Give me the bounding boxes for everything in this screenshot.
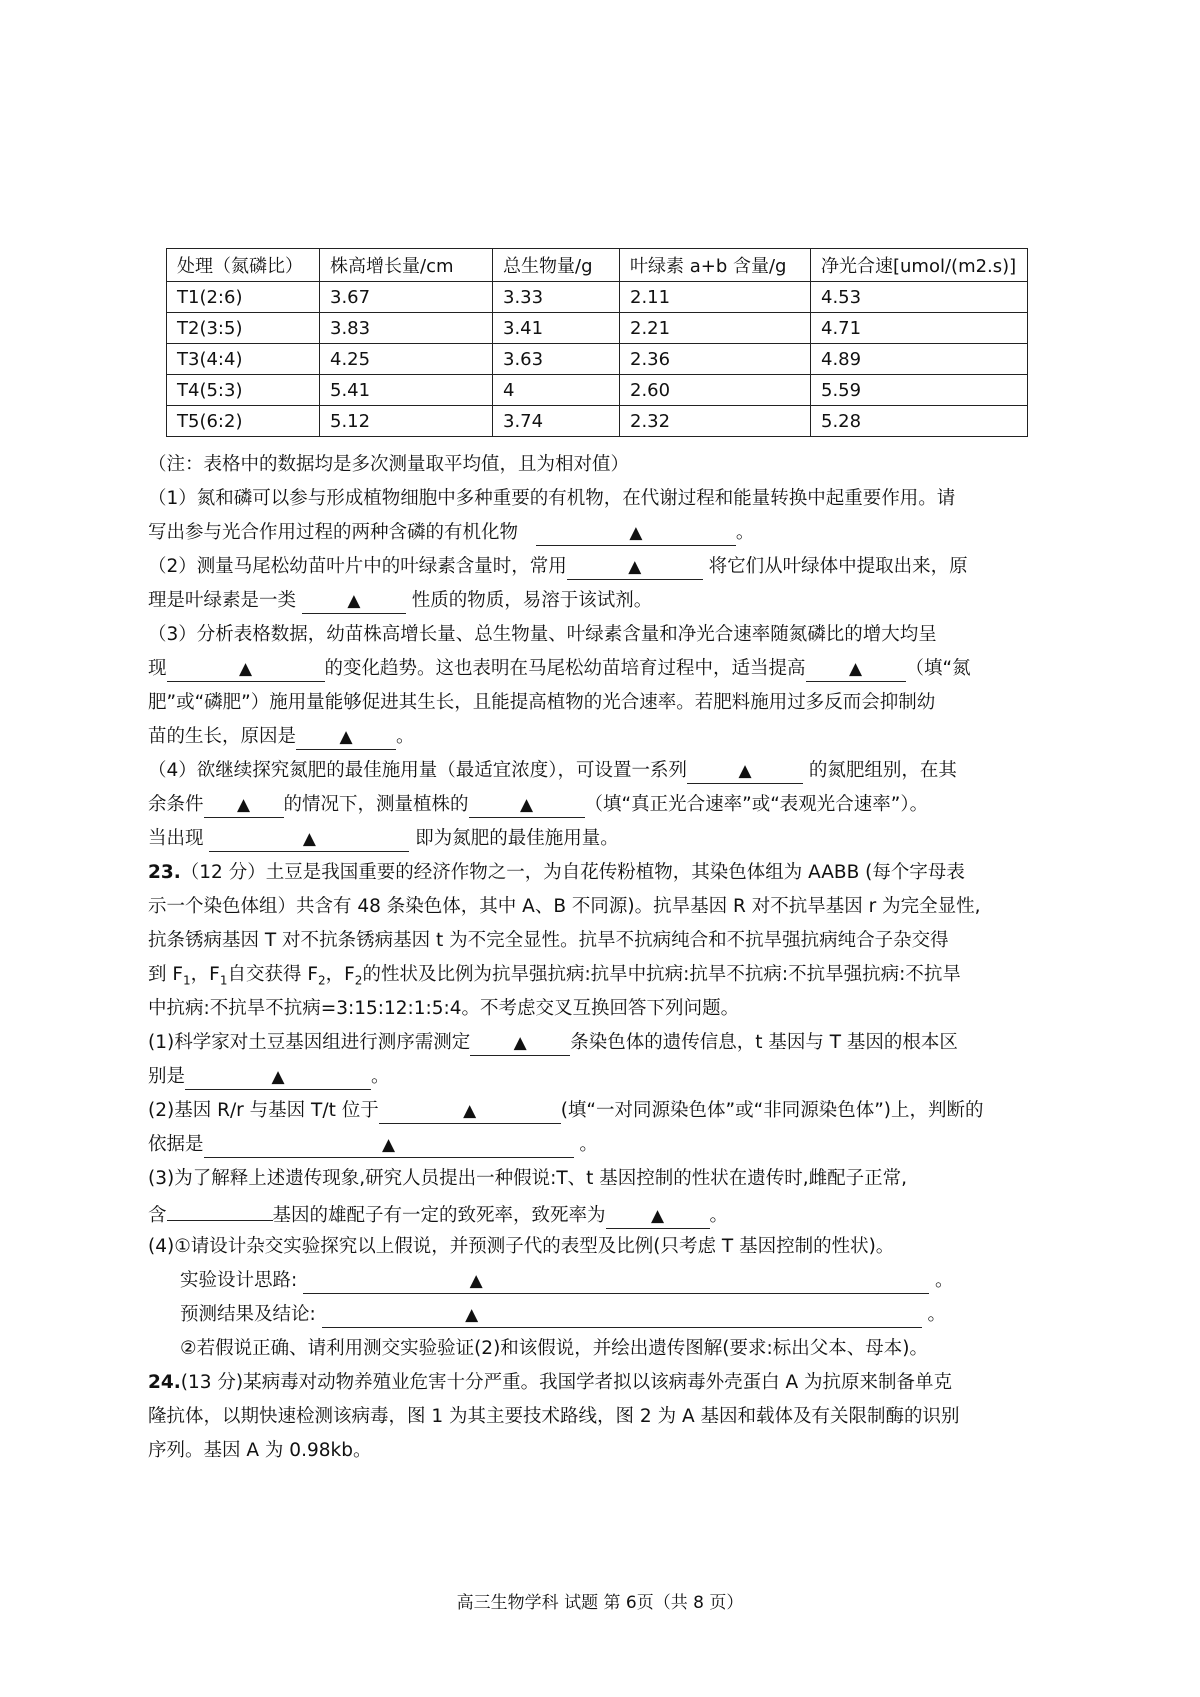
question-number: 23. [148,862,181,883]
text: 将它们从叶绿体中提取出来，原 [708,556,968,577]
triangle-icon: ▲ [347,591,361,611]
table-cell: 3.41 [493,313,620,344]
answer-blank[interactable] [379,1099,561,1124]
table-cell: 4.89 [811,344,1028,375]
answer-blank[interactable] [204,1133,574,1158]
page-footer: 高三生物学科 试题 第 6页（共 8 页） [456,1593,744,1613]
subscript: 1 [219,973,228,988]
subscript: 2 [318,973,326,988]
table-cell: T3(4:4) [167,344,320,375]
answer-blank[interactable] [806,657,906,682]
table-cell: 5.28 [811,406,1028,437]
answer-blank[interactable] [687,759,803,784]
table-cell: 2.60 [620,375,811,406]
text: 条染色体的遗传信息，t 基因与 T 基因的根本区 [570,1032,958,1053]
text: 别是 [148,1066,186,1087]
q23-part4-prediction [180,1298,1110,1332]
col-treatment-header: 处理（氮磷比） [167,249,320,282]
answer-blank[interactable] [470,1031,570,1056]
text: ，F [190,964,220,985]
q22-part4-line3 [148,822,1078,856]
table-row [167,282,1028,313]
table-cell: 3.63 [493,344,620,375]
table-cell: 2.36 [620,344,811,375]
text: 当出现 [148,828,204,849]
answer-blank[interactable] [303,1269,929,1294]
q22-part4-line1 [148,754,1078,788]
answer-blank[interactable] [302,589,406,614]
triangle-icon: ▲ [381,1135,396,1155]
text: 。 [579,1134,598,1155]
q22-part3-line1: （3）分析表格数据，幼苗株高增长量、总生物量、叶绿素含量和净光合速率随氮磷比的增大均呈 [148,624,937,645]
text: (填“一对同源染色体”或“非同源染色体”)上，判断的 [560,1100,984,1121]
q24-stem-line2: 隆抗体，以期快速检测该病毒，图 1 为其主要技术路线，图 2 为 A 基因和载体及有关限制酶的识别 [148,1406,960,1427]
question-number: 24. [148,1372,181,1393]
triangle-icon: ▲ [465,1305,479,1325]
q23-part4-design [180,1264,1110,1298]
text: 即为氮肥的最佳施用量。 [415,828,619,849]
triangle-icon: ▲ [302,829,316,849]
q22-part2-line1 [148,550,1078,584]
text: (13 分)某病毒对动物养殖业危害十分严重。我国学者拟以该病毒外壳蛋白 A 为抗原来制备单克 [180,1372,953,1393]
col-height-header: 株高增长量/cm [320,249,493,282]
text: 的变化趋势。这也表明在马尾松幼苗培育过程中，适当提高 [324,658,806,679]
answer-blank[interactable] [536,521,736,546]
text: 写出参与光合作用过程的两种含磷的有机化物 [148,522,519,543]
triangle-icon: ▲ [339,727,353,747]
table-cell: 3.67 [320,282,493,313]
answer-blank[interactable] [185,1065,371,1090]
q23-stem-line2: 示一个染色体组）共含有 48 条染色体，其中 A、B 不同源)。抗旱基因 R 对不抗旱基因 r 为完全显性, [148,896,981,917]
nitrogen-phosphorus-table [166,248,1028,437]
text: ，F [325,964,355,985]
triangle-icon: ▲ [629,523,643,543]
table-cell: 4.53 [811,282,1028,313]
answer-blank[interactable] [322,1303,922,1328]
text: 基因的雄配子有一定的致死率，致死率为 [272,1205,606,1226]
text: 。 [935,1270,954,1291]
triangle-icon: ▲ [628,557,642,577]
table-cell: T2(3:5) [167,313,320,344]
table-cell: 2.32 [620,406,811,437]
subscript: 1 [183,973,191,988]
text: 依据是 [148,1134,204,1155]
q22-part3-line2 [148,652,1078,686]
text: 自交获得 F [227,964,318,985]
table-cell: 3.74 [493,406,620,437]
triangle-icon: ▲ [513,1033,527,1053]
q24-stem-line1 [148,1366,1078,1400]
text: （填“氮 [905,658,971,679]
table-cell: 4 [493,375,620,406]
text: (2)基因 R/r 与基因 T/t 位于 [148,1100,379,1121]
answer-blank[interactable] [209,827,409,852]
text: （填“真正光合速率”或“表观光合速率”）。 [584,794,929,815]
text: （12 分）土豆是我国重要的经济作物之一，为自花传粉植物，其染色体组为 AABB (每个字母表 [180,862,965,883]
table-cell: 5.59 [811,375,1028,406]
table-cell: 4.25 [320,344,493,375]
q23-part2-line2 [148,1128,1078,1162]
text: 苗的生长，原因是 [148,726,297,747]
answer-blank[interactable] [606,1204,710,1229]
answer-blank[interactable] [567,555,703,580]
col-chlorophyll-header: 叶绿素 a+b 含量/g [620,249,811,282]
text: 预测结果及结论: [180,1304,316,1325]
q23-part4-line1: (4)①请设计杂交实验探究以上假说，并预测子代的表型及比例(只考虑 T 基因控制的性状)。 [148,1236,895,1257]
table-cell: T4(5:3) [167,375,320,406]
q22-part1-line2 [148,516,1078,550]
q23-part1-line2 [148,1060,1078,1094]
q23-stem-line3: 抗条锈病基因 T 对不抗条锈病基因 t 为不完全显性。抗旱不抗病纯合和不抗旱强抗病纯合子杂交得 [148,930,949,951]
text: 现 [148,658,167,679]
table-cell: 2.21 [620,313,811,344]
text: 的性状及比例为抗旱强抗病:抗旱中抗病:抗旱不抗病:不抗旱强抗病:不抗旱 [362,964,961,985]
table-cell: 5.12 [320,406,493,437]
text: 的情况下，测量植株的 [283,794,469,815]
text: 的氮肥组别，在其 [808,760,957,781]
text: 。 [709,1205,729,1226]
q22-part3-line3: 肥”或“磷肥”）施用量能够促进其生长，且能提高植物的光合速率。若肥料施用过多反而会抑制幼 [148,692,936,713]
text: 。 [371,1066,390,1087]
triangle-icon: ▲ [848,659,863,679]
table-cell: T5(6:2) [167,406,320,437]
q23-part4-testcross: ②若假说正确、请利用测交实验验证(2)和该假说，并绘出遗传图解(要求:标出父本、母本)。 [180,1338,928,1359]
q23-stem-line1 [148,856,1078,890]
triangle-icon: ▲ [238,659,253,679]
table-row [167,375,1028,406]
text: 性质的物质，易溶于该试剂。 [411,590,653,611]
triangle-icon: ▲ [519,795,534,815]
triangle-icon: ▲ [463,1101,477,1121]
triangle-icon: ▲ [738,761,752,781]
text: 理是叶绿素是一类 [148,590,297,611]
text: 。 [735,522,755,543]
table-cell: 3.83 [320,313,493,344]
table-row [167,344,1028,375]
answer-blank[interactable] [167,657,325,682]
q22-part3-line4 [148,720,1078,754]
triangle-icon: ▲ [650,1206,665,1226]
q24-stem-line3: 序列。基因 A 为 0.98kb。 [148,1440,372,1461]
triangle-icon: ▲ [469,1271,483,1291]
table-cell: 5.41 [320,375,493,406]
col-photosynthesis-header: 净光合速[umol/(m2.s)] [811,249,1028,282]
text: 含 [148,1205,167,1226]
q22-part1-text: （1）氮和磷可以参与形成植物细胞中多种重要的有机物，在代谢过程和能量转换中起重要作用。请 [148,488,956,509]
triangle-icon: ▲ [271,1067,285,1087]
text: 。 [396,726,415,747]
q22-part4-line2 [148,788,1078,822]
table-header-row [167,249,1028,282]
text: 实验设计思路: [180,1270,298,1291]
q22-part2-line2 [148,584,1078,618]
text: （4）欲继续探究氮肥的最佳施用量（最适宜浓度），可设置一系列 [148,760,688,781]
table-cell: T1(2:6) [167,282,320,313]
answer-blank[interactable] [204,793,284,818]
table-note: （注：表格中的数据均是多次测量取平均值，且为相对值） [148,454,630,475]
text: 。 [927,1304,947,1325]
table-cell: 2.11 [620,282,811,313]
answer-blank[interactable] [167,1196,273,1221]
q23-part2-line1 [148,1094,1078,1128]
table-row [167,313,1028,344]
q23-stem-line5: 中抗病:不抗旱不抗病=3:15:12:1:5:4。不考虑交叉互换回答下列问题。 [148,998,740,1019]
table-row [167,406,1028,437]
answer-blank[interactable] [296,725,396,750]
text: 到 F [148,964,184,985]
table-cell: 4.71 [811,313,1028,344]
table-cell: 3.33 [493,282,620,313]
text: 余条件 [148,794,204,815]
q23-part1-line1 [148,1026,1078,1060]
q23-part3-line1: (3)为了解释上述遗传现象,研究人员提出一种假说:T、t 基因控制的性状在遗传时,雌配子正常, [148,1168,908,1189]
subscript: 2 [354,973,363,988]
col-biomass-header: 总生物量/g [493,249,620,282]
q23-part3-line2 [148,1196,1078,1233]
triangle-icon: ▲ [236,795,251,815]
answer-blank[interactable] [469,793,585,818]
text: (1)科学家对土豆基因组进行测序需测定 [148,1032,471,1053]
text: （2）测量马尾松幼苗叶片中的叶绿素含量时，常用 [148,556,567,577]
